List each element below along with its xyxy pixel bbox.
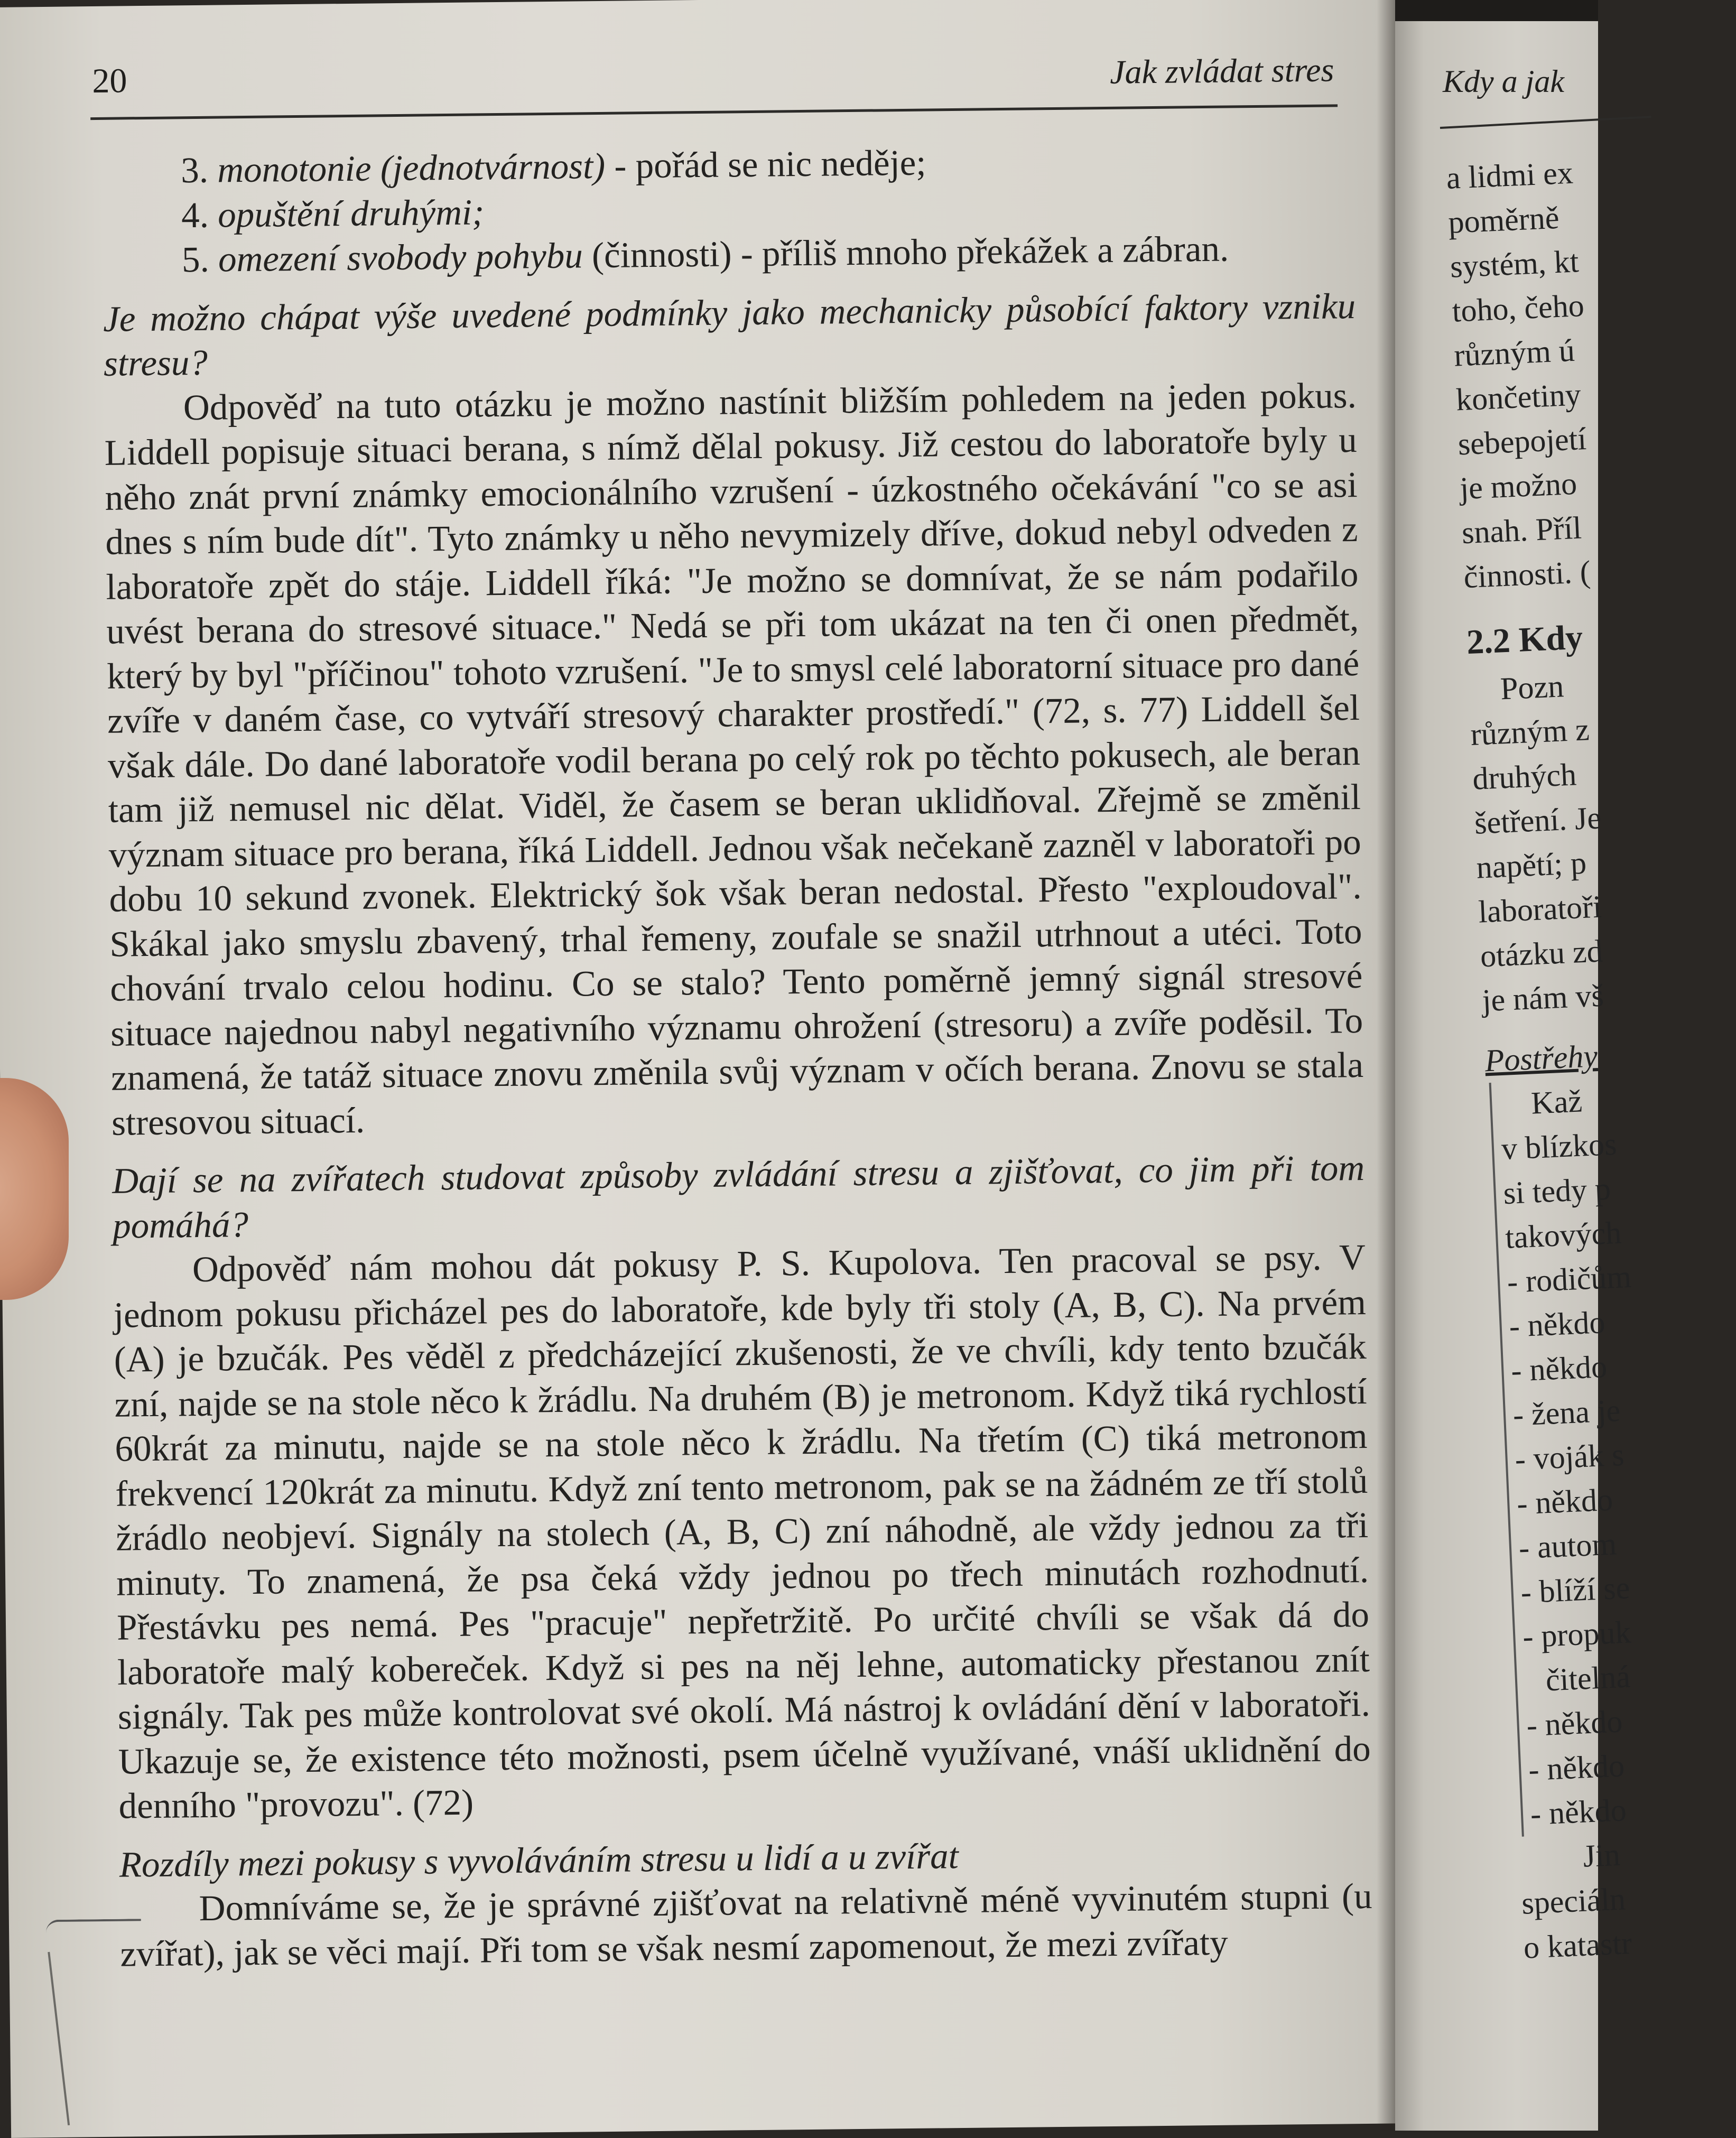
right-running-title: Kdy a jak [1443, 64, 1564, 99]
header-rule [1440, 116, 1651, 129]
question-heading: Je možno chápat výše uvedené podmínky jako mechanicky působící faktory vzniku stresu? [103, 285, 1356, 384]
page-body [101, 136, 1373, 1976]
running-title: Jak zvládat stres [1109, 51, 1334, 91]
section-subheading: Rozdíly mezi pokusy s vyvoláváním stresu u lidí a u zvířat [119, 1835, 959, 1885]
line: - žena je [1512, 1392, 1621, 1433]
list-item: 3. monotonie (jednotvárnost) - pořád se nic neděje; [180, 142, 926, 191]
line: - někdo [1527, 1748, 1626, 1788]
line: Kaž [1530, 1083, 1583, 1121]
line: Jin [1582, 1837, 1621, 1874]
line: šetření. Je [1473, 800, 1602, 841]
box [1489, 1074, 1730, 1837]
line: takových [1504, 1215, 1622, 1255]
line: je nám vš [1481, 978, 1604, 1018]
page-number: 20 [92, 61, 127, 101]
pencil-line [48, 1952, 70, 2125]
question-heading: Dají se na zvířatech studovat způsoby zvládání stresu a zjišťovat, co jim při tom pomáhá? [112, 1147, 1365, 1246]
line: Pozn [1499, 668, 1565, 707]
line: čitelná [1545, 1659, 1631, 1698]
line: činnosti. ( [1463, 554, 1592, 595]
paragraph: Odpověď nám mohou dát pokusy P. S. Kupolova. Ten pracoval se psy. V jednom pokusu přicházel pes do laboratoře, kde byly tři stoly (A, B, C). Na prvém (A) je bzučák. Pes věděl z předcházející zkušenosti, že ve chvíli, kdy tento bzučák zní, najde se na stole něco k žrádlu. Na druhém (B) je metronom. Když tiká rychlostí 60krát za minutu, najde se na stole něco k žrádlu. Na třetím (C) tiká metronom frekvencí 120krát za minutu. Když zní tento metronom, pak se na žádném ze tří stolů žrádlo neobjeví. Signály na stolech (A, B, C) zní náhodně, ale vždy jednou za tři minuty. To znamená, že psa čeká vždy jednou po třech minutách rozhodnutí. Přestávku pes nemá. Pes "pracuje" nepřetržitě. Po určité chvíli se však dá do laboratoře malý kobereček. Když si pes na něj lehne, automaticky přestanou znít signály. Tak pes může kontrolovat své okolí. Má nástroj k ovládání dění v laboratoři. Ukazuje se, že existence této možnosti, psem účelně využívané, vnáší uklidnění do denního "provozu". (72) [113, 1237, 1371, 1826]
line: - rodičům [1506, 1259, 1632, 1299]
line: systém, kt [1449, 244, 1580, 284]
right-page-text [1445, 147, 1735, 1970]
line: - propuk [1521, 1614, 1632, 1654]
line: napětí; p [1475, 845, 1588, 885]
line: toho, čeho [1451, 287, 1585, 329]
line: otázku zd [1479, 933, 1603, 974]
line: různým ú [1453, 332, 1575, 373]
section-heading: 2.2 Kdy [1465, 618, 1584, 662]
paragraph: Odpověď na tuto otázku je možno nastínit bližším pohledem na jeden pokus. Liddell popisuje situaci berana, s nímž dělal pokusy. Již cestou do laboratoře byly u něho znát první známky emocionálního vzrušení - úzkostného očekávání "co se asi dnes s ním bude dít". Tyto známky u něho nevymizely dříve, dokud nebyl odveden z laboratoře zpět do stáje. Liddell říká: "Je možno se domnívat, že se nám podařilo uvést berana do stresové situace." Nedá se při tom ukázat na ten či onen předmět, který by byl "příčinou" tohoto vzrušení. "Je to smysl celé laboratorní situace pro dané zvíře v daném čase, co vytváří stresový charakter prostředí." (72, s. 77) Liddell šel však dále. Do dané laboratoře vodil berana po celý rok po těchto pokusech, ale beran tam již nemusel nic dělat. Viděl, že časem se beran uklidňoval. Zřejmě se změnil význam situace pro berana, říká Liddell. Jednou však nečekaně zazněl v laboratoři po dobu 10 sekund zvonek. Elektrický šok však beran nedostal. Přesto "exploudoval". Skákal jako smyslu zbavený, trhal řemeny, zoufale se snažil utrhnout a utéci. Toto chování trvalo celou hodinu. Co se stalo? Tento poměrně jemný signál stresové situace najednou nabyl negativního významu ohrožení (stresoru) a zvíře poděsil. To znamená, že tatáž situace znovu změnila svůj význam v očích berana. Znovu se stala stresovou situací. [104, 375, 1364, 1143]
line: je možno [1459, 466, 1578, 506]
line: - někdo [1526, 1704, 1623, 1743]
line: sebepojetí [1457, 421, 1588, 462]
line: speciáln [1520, 1881, 1627, 1921]
line: - někdo [1516, 1482, 1614, 1521]
line: - voják s [1514, 1437, 1625, 1477]
line: - autom [1518, 1526, 1618, 1566]
subheading: Postřehy [1484, 1038, 1599, 1079]
line: - blíží se [1520, 1570, 1631, 1610]
pencil-mark [46, 1919, 141, 1932]
line: končetiny [1455, 377, 1582, 417]
line: a lidmi ex [1445, 155, 1574, 196]
list-item: 4. opuštění druhými; [181, 191, 485, 235]
line: různým z [1470, 712, 1590, 752]
thumb-finger [0, 1078, 69, 1300]
line: laboratoři [1478, 889, 1602, 929]
line: snah. Příl [1461, 510, 1583, 551]
page-edge-shadow [1395, 0, 1598, 21]
line: poměrně [1447, 200, 1560, 240]
line: o katastr [1523, 1925, 1633, 1965]
line: si tedy p [1502, 1171, 1612, 1211]
paragraph: Domníváme se, že je správné zjišťovat na relativně méně vyvinutém stupni (u zvířat), jak se věci mají. Při tom se však nesmí zapomenout, že mezi zvířaty [120, 1875, 1372, 1974]
right-page [1395, 0, 1633, 2131]
line: druhých [1472, 757, 1577, 796]
page-header [90, 46, 1338, 120]
list-item: 5. omezení svobody pohybu (činnosti) - příliš mnoho překážek a zábran. [181, 228, 1229, 280]
line: - někdo [1529, 1792, 1627, 1832]
line: - někdo [1510, 1349, 1608, 1388]
line: - někdo [1508, 1304, 1606, 1344]
line: v blízkos [1500, 1126, 1618, 1167]
